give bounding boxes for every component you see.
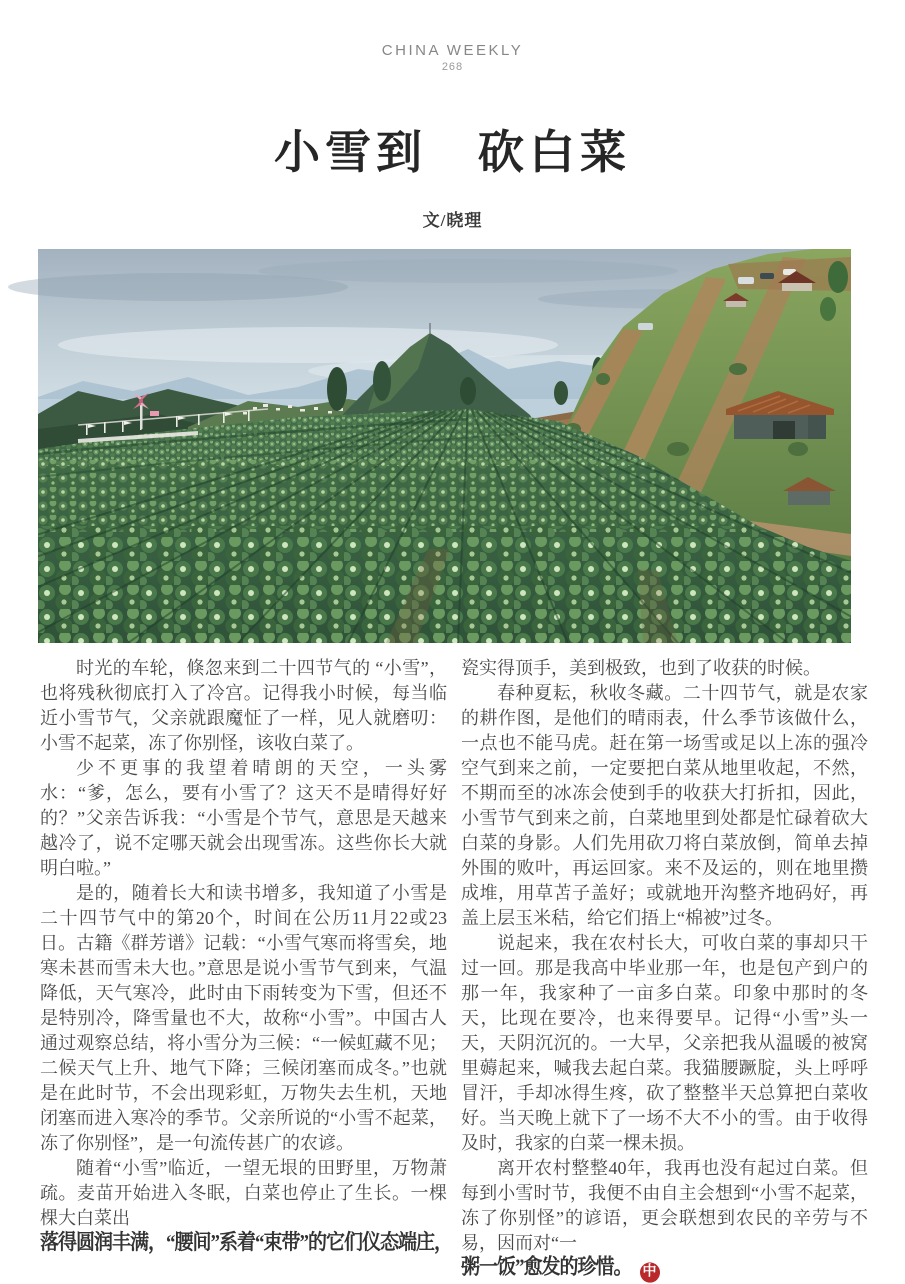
paragraph-3: 是的，随着长大和读书增多，我知道了小雪是二十四节气中的第20个，时间在公历11月22或23日。古籍《群芳谱》记载：“小雪气寒而将雪矣，地寒未甚而雪未大也。”意思是说小雪节气到来，气温降低，天气寒冷，此时由下雨转变为下雪，但还不是特别冷，降雪量也不大，故称“小雪”。中国古人通过观察总结，将小雪分为三候：“一候虹藏不见；二候天气上升、地气下降；三候闭塞而成冬。”也就是在此时节，不会出现彩虹，万物失去生机，天地闭塞而进入寒冷的季节。父亲所说的“小雪不起菜，冻了你别怪”，是一句流传甚广的农谚。 — [40, 883, 447, 1153]
paragraph-1: 时光的车轮，倏忽来到二十四节气的 “小雪”，也将残秋彻底打入了冷宫。记得我小时候，每当临近小雪节气，父亲就跟魔怔了一样，见人就磨叨：小雪不起菜，冻了你别怪，该收白菜了。 — [40, 658, 447, 753]
paragraph-8-text: 离开农村整整40年，我再也没有起过白菜。但每到小雪时节，我便不由自主会想到“小雪不起菜，冻了你别怪”的谚语，更会联想到农民的辛劳与不易，因而对“一 — [461, 1158, 868, 1253]
paragraph-2: 少不更事的我望着晴朗的天空，一头雾水：“爹，怎么，要有小雪了？这天不是晴得好好的？”父亲告诉我：“小雪是个节气，意思是天越来越冷了，说不定哪天就会出现雪冻。这些你长大就明白啦。” — [40, 758, 447, 878]
paragraph-7: 说起来，我在农村长大，可收白菜的事却只干过一回。那是我高中毕业那一年，也是包产到户的那一年，我家种了一亩多白菜。印象中那时的冬天，比现在要冷，也来得要早。记得“小雪”头一天，天阴沉沉的。一大早，父亲把我从温暖的被窝里薅起来，喊我去起白菜。我猫腰蹶腚，头上呼呼冒汗，手却冰得生疼，砍了整整半天总算把白菜收好。当天晚上就下了一场不大不小的雪。由于收得及时，我家的白菜一棵未损。 — [461, 933, 868, 1153]
cabbage-field-photo — [38, 249, 851, 643]
cabbage-field-photo-art — [38, 249, 851, 643]
paragraph-8 — [461, 1156, 868, 1283]
text-column-left — [40, 656, 453, 1283]
article-byline: 文/晓理 — [422, 211, 483, 230]
paragraph-6: 春种夏耘，秋收冬藏。二十四节气，就是农家的耕作图，是他们的晴雨表，什么季节该做什么，一点也不能马虎。赶在第一场雪或足以上冻的强冷空气到来之前，一定要把白菜从地里收起，不然，不期而至的冰冻会使到手的收获大打折扣，因此，小雪节气到来之前，白菜地里到处都是忙碌着砍大白菜的身影。人们先用砍刀将白菜放倒，简单去掉外围的败叶，再运回家。来不及运的，则在地里攒成堆，用草苫子盖好；或就地开沟整齐地码好，再盖上层玉米秸，给它们捂上“棉被”过冬。 — [461, 683, 868, 928]
paragraph-4 — [40, 1156, 453, 1256]
article-body — [40, 656, 868, 1283]
article-title: 小雪到 砍白菜 — [274, 127, 631, 178]
paragraph-4-text: 随着“小雪”临近，一望无垠的田野里，万物萧疏。麦苗开始进入冬眠，白菜也停止了生长。一棵棵大白菜出 — [40, 1158, 447, 1228]
paragraph-5: 瓷实得顶手，美到极致，也到了收获的时候。 — [461, 658, 821, 678]
masthead-brand: CHINA WEEKLY — [381, 42, 524, 59]
cloud — [258, 259, 678, 283]
page-number: 268 — [441, 61, 464, 73]
end-mark-icon: 中 — [640, 1262, 660, 1282]
distressed-last-line — [461, 1254, 868, 1284]
text-column-right — [461, 656, 868, 1283]
distressed-last-line: 落得圆润丰满，“腰间”系着“束带”的它们仪态端庄， — [40, 1231, 453, 1255]
paragraph-8-tail: 粥一饭”愈发的珍惜。 — [461, 1256, 632, 1280]
